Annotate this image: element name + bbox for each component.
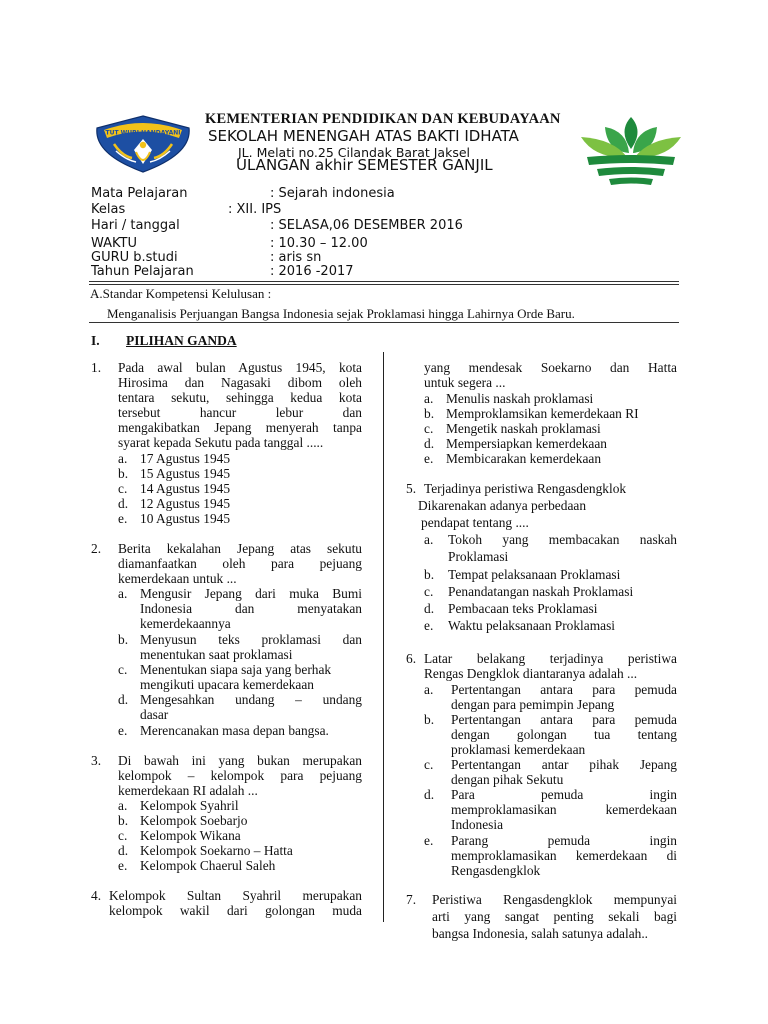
option-letter: c. — [118, 828, 128, 843]
question-text-line: mengakibatkan Jepang menyerah tanpa — [118, 420, 362, 435]
option-letter: d. — [118, 843, 129, 858]
option-text-line: Tokoh yang membacakan naskah — [448, 532, 677, 547]
standard-divider — [89, 322, 679, 323]
option-text: Kelompok Soebarjo — [140, 813, 248, 828]
option-text-line: dengan para pemimpin Jepang — [451, 697, 615, 712]
question-4 — [91, 889, 366, 921]
answer-option[interactable] — [118, 844, 293, 859]
header-divider-2 — [89, 284, 679, 285]
info-value-teacher: : aris sn — [270, 250, 322, 265]
option-letter: e. — [424, 451, 434, 466]
question-number: 5. — [406, 481, 417, 496]
question-text-line: Rengas Dengklok diantaranya adalah ... — [424, 666, 638, 681]
exam-title: ULANGAN akhir SEMESTER GANJIL — [236, 156, 493, 174]
option-text-line: Para pemuda ingin — [451, 787, 677, 802]
answer-option[interactable] — [118, 859, 275, 874]
question-text-line: kelompok – kelompok para pejuang — [118, 768, 362, 783]
answer-option[interactable] — [424, 683, 679, 714]
question-number: 2. — [91, 541, 102, 556]
option-text: 17 Agustus 1945 — [140, 451, 231, 466]
option-letter: a. — [424, 682, 434, 697]
logo-motto-text: TUT WURI HANDAYANI — [105, 129, 181, 137]
option-letter: d. — [424, 601, 435, 616]
option-text-line: dasar — [140, 707, 169, 722]
question-number: 6. — [406, 651, 417, 666]
school-logo — [92, 114, 194, 174]
answer-option[interactable] — [118, 452, 230, 467]
question-number: 4. — [91, 888, 102, 903]
info-value-time: : 10.30 – 12.00 — [270, 236, 368, 251]
column-divider — [383, 352, 384, 922]
option-text-line: Menyusun teks proklamasi dan — [140, 632, 362, 647]
option-letter: c. — [424, 421, 434, 436]
option-text: Kelompok Wikana — [140, 828, 241, 843]
option-text-line: Pertentangan antara para pemuda — [451, 712, 677, 727]
option-text-line: dengan golongan tua tentang — [451, 727, 677, 742]
info-value-year: : 2016 -2017 — [270, 264, 354, 279]
option-letter: a. — [424, 391, 434, 406]
info-label-class: Kelas — [91, 202, 126, 217]
answer-option[interactable] — [424, 568, 679, 584]
question-text-line: bangsa Indonesia, salah satunya adalah.. — [432, 926, 649, 941]
section-title: PILIHAN GANDA — [126, 333, 237, 348]
option-text: Memproklamsikan kemerdekaan RI — [446, 406, 639, 421]
option-text-line: Pertentangan antar pihak Jepang — [451, 757, 677, 772]
question-text-line: kelompok wakil dari golongan muda — [109, 903, 362, 918]
option-text-line: Penandatangan naskah Proklamasi — [448, 584, 634, 599]
answer-option[interactable] — [118, 724, 364, 740]
answer-option[interactable] — [118, 587, 364, 633]
question-number: 3. — [91, 753, 102, 768]
answer-option[interactable] — [424, 452, 601, 467]
answer-option[interactable] — [424, 585, 679, 601]
option-text-line: dengan pihak Sekutu — [451, 772, 564, 787]
option-text: 12 Agustus 1945 — [140, 496, 231, 511]
question-text-line: Kelompok Sultan Syahril merupakan — [109, 888, 362, 903]
question-5 — [400, 482, 680, 642]
answer-option[interactable] — [118, 693, 364, 724]
question-3 — [91, 754, 366, 879]
answer-option[interactable] — [118, 633, 364, 664]
option-letter: e. — [424, 618, 434, 633]
option-text-line: memproklamasikan kemerdekaan di — [451, 848, 677, 863]
answer-option[interactable] — [118, 799, 239, 814]
option-text: Mempersiapkan kemerdekaan — [446, 436, 607, 451]
school-name: SEKOLAH MENENGAH ATAS BAKTI IDHATA — [208, 127, 519, 145]
question-text-line: Latar belakang terjadinya peristiwa — [424, 651, 677, 666]
question-text-line: yang mendesak Soekarno dan Hatta — [424, 360, 677, 375]
question-text-line: Hirosima dan Nagasaki dibom oleh — [118, 375, 362, 390]
option-letter: e. — [118, 511, 128, 526]
question-text-line: kemerdekaan RI adalah ... — [118, 783, 258, 798]
question-text-line: Terjadinya peristiwa Rengasdengklok — [424, 481, 627, 496]
question-1 — [91, 361, 366, 531]
option-letter: a. — [118, 798, 128, 813]
option-text-line: Tempat pelaksanaan Proklamasi — [448, 567, 621, 582]
option-letter: b. — [118, 632, 129, 647]
option-text: Membicarakan kemerdekaan — [446, 451, 602, 466]
option-text-line: menentukan saat proklamasi — [140, 647, 293, 662]
ministry-title: KEMENTERIAN PENDIDIKAN DAN KEBUDAYAAN — [205, 111, 561, 127]
answer-option[interactable] — [424, 602, 679, 618]
answer-option[interactable] — [424, 713, 679, 759]
left-column — [91, 361, 366, 1021]
standard-heading: A.Standar Kompetensi Kelulusan : — [90, 286, 272, 301]
option-text-line: Indonesia — [451, 817, 504, 832]
option-letter: e. — [118, 723, 128, 738]
option-letter: a. — [424, 532, 434, 547]
question-text-line: untuk segera ... — [424, 375, 506, 390]
answer-option[interactable] — [424, 437, 607, 452]
option-text: 14 Agustus 1945 — [140, 481, 231, 496]
answer-option[interactable] — [424, 834, 679, 880]
option-letter: b. — [424, 406, 435, 421]
exam-info — [91, 186, 671, 281]
answer-option[interactable] — [118, 829, 241, 844]
info-label-year: Tahun Pelajaran — [91, 264, 194, 279]
question-text-line: Di bawah ini yang bukan merupakan — [118, 753, 362, 768]
option-letter: e. — [424, 833, 434, 848]
answer-option[interactable] — [424, 407, 639, 422]
option-text-line: Pertentangan antara para pemuda — [451, 682, 677, 697]
question-text-line: Pada awal bulan Agustus 1945, kota — [118, 360, 362, 375]
brand-leaf-logo — [573, 113, 689, 189]
info-value-date: : SELASA,06 DESEMBER 2016 — [270, 218, 463, 233]
option-text-line: kemerdekaannya — [140, 616, 231, 631]
section-number: I. — [91, 333, 100, 348]
option-letter: c. — [118, 662, 128, 677]
answer-option[interactable] — [424, 758, 679, 789]
answer-option[interactable] — [118, 482, 230, 497]
question-text-line: diamanfaatkan oleh para pejuang — [118, 556, 362, 571]
answer-option[interactable] — [118, 814, 247, 829]
option-letter: d. — [118, 496, 129, 511]
option-letter: b. — [118, 813, 129, 828]
question-text-line: Peristiwa Rengasdengklok mempunyai — [432, 892, 677, 907]
info-value-subject: : Sejarah indonesia — [270, 186, 395, 201]
question-2 — [91, 542, 366, 742]
option-text-line: proklamasi kemerdekaan — [451, 742, 586, 757]
right-column — [400, 361, 680, 981]
option-text-line: mengikuti upacara kemerdekaan — [140, 677, 314, 692]
option-letter: b. — [118, 466, 129, 481]
option-text-line: Rengasdengklok — [451, 863, 541, 878]
answer-option[interactable] — [118, 497, 230, 512]
option-text: Kelompok Soekarno – Hatta — [140, 843, 293, 858]
option-letter: c. — [424, 757, 434, 772]
info-label-subject: Mata Pelajaran — [91, 186, 188, 201]
info-label-time: WAKTU — [91, 236, 138, 251]
info-label-date: Hari / tanggal — [91, 218, 180, 233]
option-text-line: Indonesia dan menyatakan — [140, 601, 362, 616]
option-text: Kelompok Chaerul Saleh — [140, 858, 276, 873]
answer-option[interactable] — [424, 788, 679, 834]
answer-option[interactable] — [424, 533, 679, 566]
answer-option[interactable] — [424, 619, 679, 635]
option-text-line: Merencanakan masa depan bangsa. — [140, 723, 329, 738]
option-text-line: memproklamasikan kemerdekaan — [451, 802, 677, 817]
question-text-line: kemerdekaan untuk ... — [118, 571, 237, 586]
question-text-line: Dikarenakan adanya perbedaan — [418, 498, 587, 513]
question-number: 1. — [91, 360, 102, 375]
option-text-line: Pembacaan teks Proklamasi — [448, 601, 598, 616]
question-6 — [400, 652, 680, 882]
option-letter: a. — [118, 451, 128, 466]
answer-option[interactable] — [118, 512, 230, 527]
option-letter: d. — [424, 436, 435, 451]
option-letter: d. — [424, 787, 435, 802]
question-7 — [400, 893, 680, 947]
standard-text: Menganalisis Perjuangan Bangsa Indonesia sejak Proklamasi hingga Lahirnya Orde Baru. — [107, 306, 575, 321]
question-number: 7. — [406, 892, 417, 907]
header-divider — [89, 281, 679, 282]
question-text-line: pendapat tentang .... — [421, 515, 529, 530]
option-letter: c. — [118, 481, 128, 496]
question-text-line: arti yang sangat penting sekali bagi — [432, 909, 677, 924]
answer-option[interactable] — [118, 663, 364, 694]
option-letter: d. — [118, 692, 129, 707]
option-letter: b. — [424, 567, 435, 582]
option-text: Menulis naskah proklamasi — [446, 391, 594, 406]
question-text-line: tentara sekutu, sehingga kedua kota — [118, 390, 362, 405]
option-letter: e. — [118, 858, 128, 873]
option-text-line: Mengesahkan undang – undang — [140, 692, 362, 707]
question-4-continued — [400, 361, 680, 469]
option-text: 10 Agustus 1945 — [140, 511, 231, 526]
option-text-line: Parang pemuda ingin — [451, 833, 677, 848]
option-text: 15 Agustus 1945 — [140, 466, 231, 481]
info-label-teacher: GURU b.studi — [91, 250, 178, 265]
answer-option[interactable] — [424, 422, 601, 437]
school-address: JL. Melati no.25 Cilandak Barat Jaksel — [238, 145, 470, 160]
option-text-line: Proklamasi — [448, 549, 509, 564]
option-letter: b. — [424, 712, 435, 727]
option-text-line: Menentukan siapa saja yang berhak — [140, 662, 332, 677]
option-letter: a. — [118, 586, 128, 601]
question-text-line: syarat kepada Sekutu pada tanggal ..... — [118, 435, 324, 450]
option-text: Mengetik naskah proklamasi — [446, 421, 601, 436]
option-letter: c. — [424, 584, 434, 599]
question-text-line: Berita kekalahan Jepang atas sekutu — [118, 541, 362, 556]
question-text-line: tersebut hancur lebur dan — [118, 405, 362, 420]
answer-option[interactable] — [118, 467, 230, 482]
option-text-line: Waktu pelaksanaan Proklamasi — [448, 618, 615, 633]
option-text: Kelompok Syahril — [140, 798, 239, 813]
answer-option[interactable] — [424, 392, 593, 407]
option-text-line: Mengusir Jepang dari muka Bumi — [140, 586, 362, 601]
info-value-class: : XII. IPS — [228, 202, 282, 217]
